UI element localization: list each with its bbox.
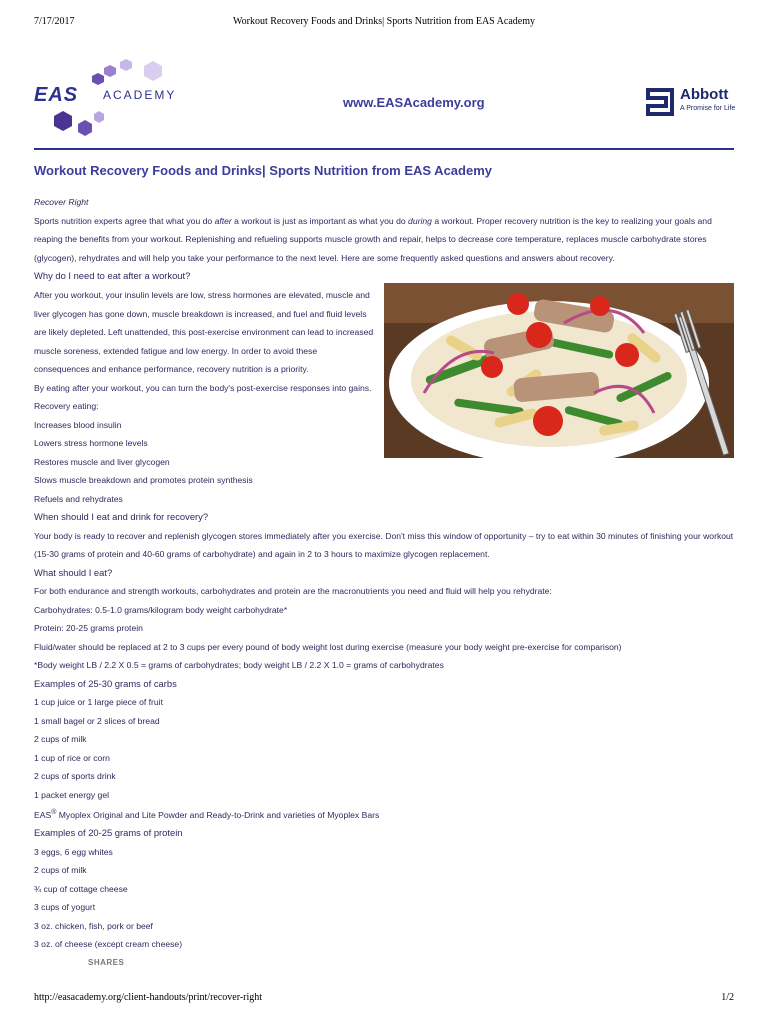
carb-example-item: 2 cups of sports drink	[34, 771, 116, 781]
answer-when: Your body is ready to recover and replenish glycogen stores immediately after you exercise. Don't miss this window of opportunity – try to eat within 30 minutes of finishing your workout (15-30 grams of protein and 40-60 grams of carbohydrate) and again in 2 to 3 hours to maximize glycogen replacement.	[34, 530, 734, 559]
protein-example-item: 2 cups of milk	[34, 865, 87, 876]
protein-examples-heading: Examples of 20-25 grams of protein	[34, 827, 183, 839]
benefit-item: Refuels and rehydrates	[34, 493, 123, 504]
protein-example-item: 3 oz. chicken, fish, pork or beef	[34, 920, 153, 931]
protein-example-item: 3 cups of yogurt	[34, 902, 96, 913]
kicker: Recover Right	[34, 197, 89, 207]
answer-what: For both endurance and strength workouts, carbohydrates and protein are the macronutrients you need and fluid will help you rehydrate:	[34, 586, 552, 596]
question-why-eat: Why do I need to eat after a workout?	[34, 270, 191, 281]
protein-example-item: ¾ cup of cottage cheese	[34, 883, 128, 894]
carb-example-item: 2 cups of milk	[34, 734, 87, 744]
carbs-examples-heading: Examples of 25-30 grams of carbs	[34, 677, 177, 689]
benefit-item: Restores muscle and liver glycogen	[34, 456, 170, 467]
abbott-wordmark: Abbott	[680, 86, 729, 103]
protein-example-item: 3 eggs, 6 egg whites	[34, 846, 113, 857]
shares-label[interactable]: SHARES	[88, 958, 125, 967]
intro-section	[34, 193, 734, 286]
abbott-tagline: A Promise for Life	[680, 105, 736, 112]
intro-paragraph: Sports nutrition experts agree that what you do after a workout is just as important as what you do during a workout. Proper recovery nutrition is the key to realizing your goals and reaping the benefits from your workout. Replenishing and refueling supports muscle growth and repair, helps to decrease core temperature, replaces muscle carbohydrate stores (glycogen), rehydrates and will help you take your performance to the next level. Here are some frequently asked questions and answers about recovery.	[34, 215, 712, 263]
print-header	[34, 16, 734, 30]
fluid-guideline: Fluid/water should be replaced at 2 to 3 cups per every pound of body weight lost during exercise (measure your body weight pre-exercise for comparison)	[34, 641, 622, 652]
page-number: 1/2	[721, 992, 734, 1003]
protein-guideline: Protein: 20-25 grams protein	[34, 623, 143, 633]
question-when: When should I eat and drink for recovery?	[34, 511, 209, 522]
carb-example-item: 1 cup of rice or corn	[34, 752, 110, 763]
carbs-guideline: Carbohydrates: 0.5-1.0 grams/kilogram body weight carbohydrate*	[34, 604, 288, 615]
print-date: 7/17/2017	[34, 16, 75, 27]
protein-example-item: 3 oz. of cheese (except cream cheese)	[34, 939, 183, 950]
site-link[interactable]: www.EASAcademy.org	[343, 95, 485, 110]
print-footer	[34, 992, 734, 1006]
question-what: What should I eat?	[34, 566, 113, 578]
footnote: *Body weight LB / 2.2 X 0.5 = grams of carbohydrates; body weight LB / 2.2 X 1.0 = grams of carbohydrates	[34, 660, 444, 670]
carb-example-item: 1 small bagel or 2 slices of bread	[34, 715, 160, 726]
pasta-salad-photo	[384, 283, 734, 458]
print-url[interactable]: http://easacademy.org/client-handouts/print/recover-right	[34, 992, 263, 1003]
benefit-item: Lowers stress hormone levels	[34, 438, 148, 448]
benefit-item: Slows muscle breakdown and promotes protein synthesis	[34, 475, 253, 485]
carb-example-item: 1 cup juice or 1 large piece of fruit	[34, 697, 163, 707]
eas-product-line: EAS® Myoplex Original and Lite Powder and Ready-to-Drink and varieties of Myoplex Bars	[34, 809, 380, 820]
header-divider	[34, 148, 734, 150]
print-page-title: Workout Recovery Foods and Drinks| Sports Nutrition from EAS Academy	[233, 16, 535, 27]
logo-academy: ACADEMY	[103, 88, 177, 102]
carb-example-item: 1 packet energy gel	[34, 789, 110, 800]
benefit-item: Increases blood insulin	[34, 419, 122, 430]
recovery-details	[34, 508, 734, 954]
answer-why-eat: After you workout, your insulin levels are low, stress hormones are elevated, muscle and liver glycogen has gone down, muscle breakdown is increased, and fuel and fluid levels are likely depleted. Left unattended, this post-exercise environment can lead to increased muscle soreness, extended fatigue and low energy. In order to avoid these consequences and enhance performance, recovery nutrition is a priority. By eating after your workout, you can turn the body's post-exercise responses into gains. Recovery eating: Increases blood insulin Lowers stress hormone levels Restores muscle and liver glycogen Slows muscle breakdown and promotes protein synthesis Refuels and rehydrates	[34, 286, 374, 508]
article-title: Workout Recovery Foods and Drinks| Sports Nutrition from EAS Academy	[34, 163, 492, 178]
logo-wordmark: EAS	[34, 84, 79, 106]
